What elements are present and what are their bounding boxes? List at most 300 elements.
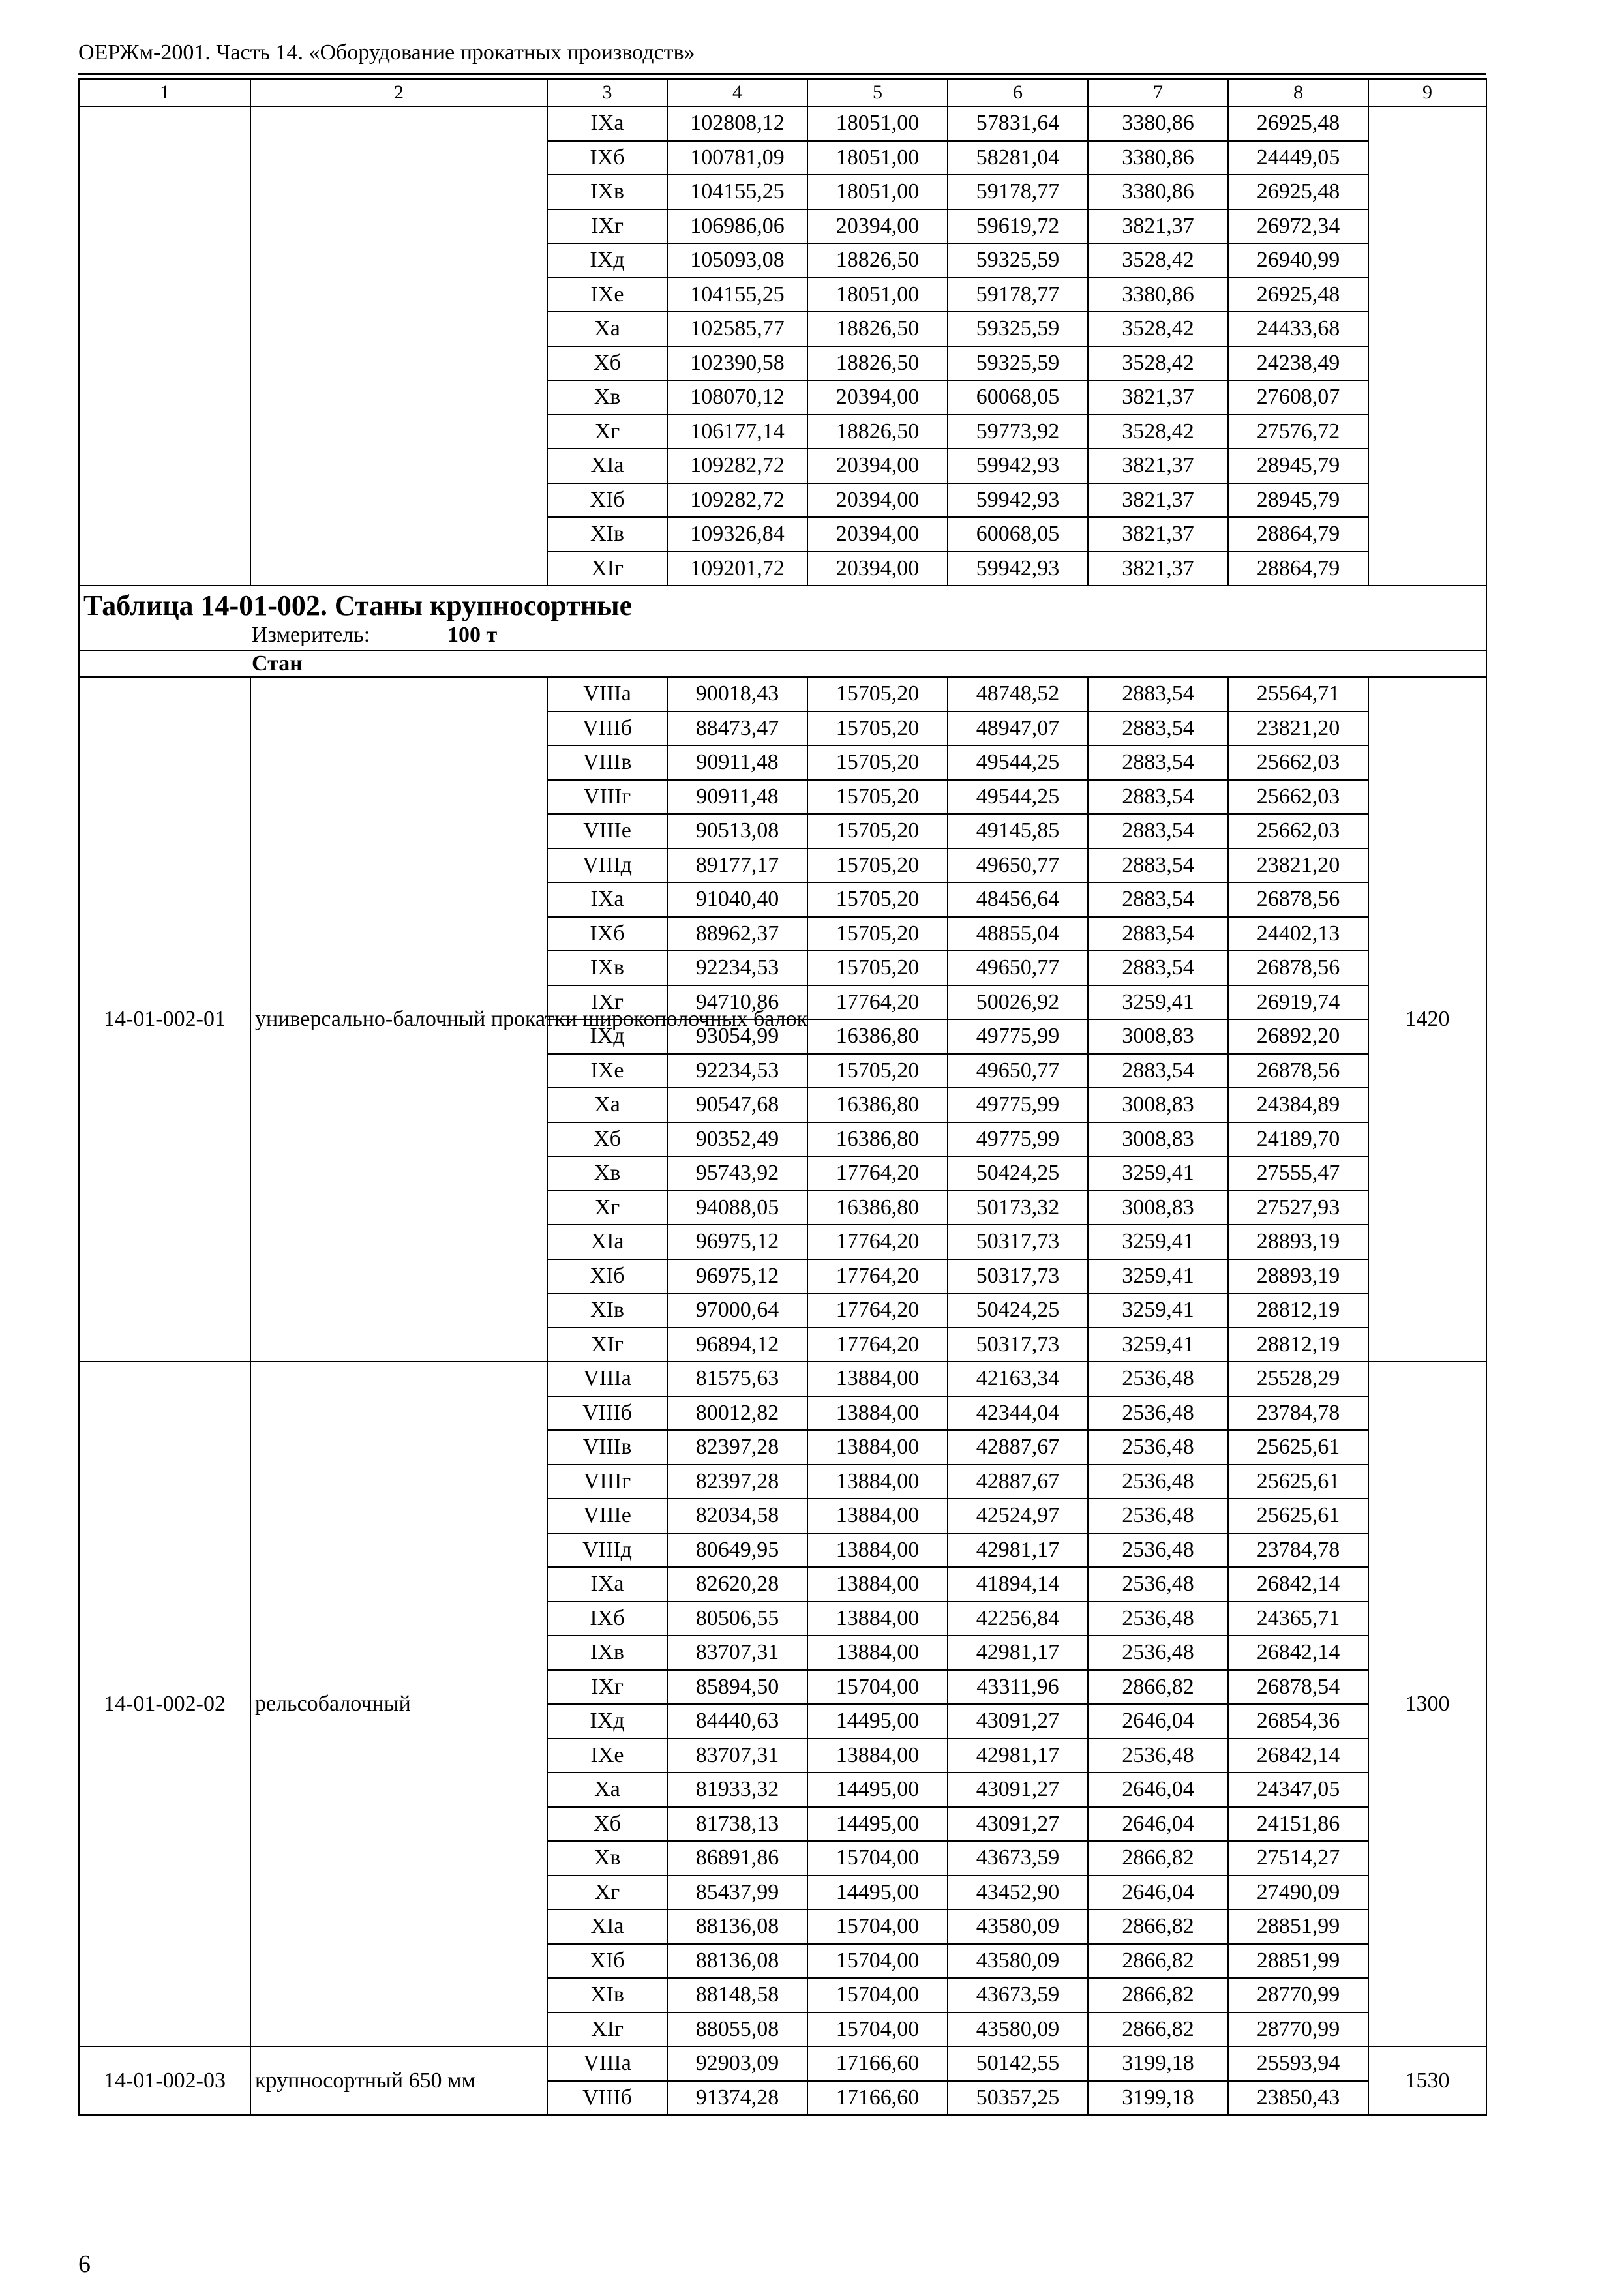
data-cell: 88055,08: [667, 2012, 807, 2047]
data-cell: 20394,00: [807, 449, 948, 483]
data-cell: IXг: [547, 985, 667, 1020]
data-cell: 3380,86: [1088, 141, 1228, 175]
data-cell: 3528,42: [1088, 415, 1228, 449]
data-cell: 13884,00: [807, 1602, 948, 1636]
data-cell: 2646,04: [1088, 1807, 1228, 1842]
data-cell: VIIIг: [547, 1465, 667, 1499]
data-cell: 43580,09: [948, 1944, 1088, 1979]
data-cell: 90547,68: [667, 1088, 807, 1122]
data-cell: 2883,54: [1088, 951, 1228, 985]
data-cell: 42344,04: [948, 1396, 1088, 1431]
measure-row: [252, 624, 1482, 646]
data-cell: 2883,54: [1088, 917, 1228, 951]
column-header: 1: [79, 79, 250, 106]
data-cell: 59619,72: [948, 209, 1088, 244]
data-cell: 15705,20: [807, 882, 948, 917]
data-cell: 3821,37: [1088, 209, 1228, 244]
data-cell: 105093,08: [667, 243, 807, 278]
data-cell: IXд: [547, 243, 667, 278]
code-cell: 14-01-002-02: [79, 1362, 250, 2046]
data-cell: 92234,53: [667, 951, 807, 985]
data-cell: 58281,04: [948, 141, 1088, 175]
data-cell: 20394,00: [807, 380, 948, 415]
data-cell: 82397,28: [667, 1430, 807, 1465]
data-cell: IXе: [547, 1739, 667, 1773]
code-cell: 14-01-002-01: [79, 677, 250, 1362]
data-cell: 28770,99: [1228, 1978, 1368, 2012]
data-cell: 2646,04: [1088, 1704, 1228, 1739]
data-cell: 96894,12: [667, 1328, 807, 1362]
data-cell: 3259,41: [1088, 1225, 1228, 1259]
data-cell: 3259,41: [1088, 1259, 1228, 1294]
data-cell: XIб: [547, 1944, 667, 1979]
data-cell: IXа: [547, 882, 667, 917]
data-cell: XIг: [547, 2012, 667, 2047]
data-cell: 25593,94: [1228, 2046, 1368, 2081]
data-cell: 59325,59: [948, 243, 1088, 278]
data-cell: 2536,48: [1088, 1362, 1228, 1396]
data-cell: 14495,00: [807, 1876, 948, 1910]
data-cell: 24365,71: [1228, 1602, 1368, 1636]
data-cell: 3008,83: [1088, 1122, 1228, 1157]
data-cell: 3380,86: [1088, 278, 1228, 312]
data-cell: 23821,20: [1228, 848, 1368, 883]
data-cell: 28893,19: [1228, 1259, 1368, 1294]
data-cell: 28864,79: [1228, 517, 1368, 552]
data-cell: XIг: [547, 552, 667, 586]
data-cell: IXе: [547, 278, 667, 312]
data-cell: 3380,86: [1088, 175, 1228, 209]
table-row: [79, 677, 1486, 711]
data-cell: 88136,08: [667, 1944, 807, 1979]
data-cell: 60068,05: [948, 380, 1088, 415]
data-cell: VIIIг: [547, 780, 667, 815]
data-cell: 88962,37: [667, 917, 807, 951]
data-cell: 26878,56: [1228, 882, 1368, 917]
data-cell: 60068,05: [948, 517, 1088, 552]
data-cell: 26842,14: [1228, 1636, 1368, 1670]
table-title-cell: [79, 586, 1486, 651]
data-cell: 13884,00: [807, 1567, 948, 1602]
data-cell: 2866,82: [1088, 1670, 1228, 1705]
col9-cell: 1420: [1368, 677, 1486, 1362]
data-cell: 50357,25: [948, 2081, 1088, 2116]
data-cell: 15705,20: [807, 848, 948, 883]
data-cell: 59773,92: [948, 415, 1088, 449]
data-cell: 3199,18: [1088, 2046, 1228, 2081]
data-cell: 25625,61: [1228, 1499, 1368, 1533]
data-cell: 57831,64: [948, 106, 1088, 141]
data-cell: 13884,00: [807, 1739, 948, 1773]
data-cell: 28851,99: [1228, 1909, 1368, 1944]
col9-cell: 1530: [1368, 2046, 1486, 2115]
name-cell: крупносортный 650 мм: [250, 2046, 547, 2115]
data-cell: 18826,50: [807, 346, 948, 381]
data-cell: 59942,93: [948, 449, 1088, 483]
data-cell: IXд: [547, 1019, 667, 1054]
data-cell: 27608,07: [1228, 380, 1368, 415]
data-cell: 2866,82: [1088, 2012, 1228, 2047]
data-cell: 24433,68: [1228, 312, 1368, 346]
data-cell: 81738,13: [667, 1807, 807, 1842]
data-cell: 2866,82: [1088, 1841, 1228, 1876]
data-cell: 15705,20: [807, 1054, 948, 1088]
data-cell: 100781,09: [667, 141, 807, 175]
data-cell: 27576,72: [1228, 415, 1368, 449]
data-cell: XIа: [547, 449, 667, 483]
data-cell: 3528,42: [1088, 346, 1228, 381]
data-cell: 23784,78: [1228, 1533, 1368, 1568]
data-cell: 104155,25: [667, 278, 807, 312]
data-cell: 43673,59: [948, 1841, 1088, 1876]
data-cell: 49650,77: [948, 951, 1088, 985]
data-cell: 102585,77: [667, 312, 807, 346]
data-cell: VIIIб: [547, 711, 667, 746]
data-cell: 96975,12: [667, 1225, 807, 1259]
data-cell: 90513,08: [667, 814, 807, 848]
data-cell: 27527,93: [1228, 1191, 1368, 1225]
data-cell: 109326,84: [667, 517, 807, 552]
data-cell: XIв: [547, 1293, 667, 1328]
data-cell: 26842,14: [1228, 1567, 1368, 1602]
data-cell: XIб: [547, 1259, 667, 1294]
data-cell: 2883,54: [1088, 780, 1228, 815]
data-cell: 2866,82: [1088, 1944, 1228, 1979]
data-cell: Xг: [547, 1876, 667, 1910]
data-cell: 48947,07: [948, 711, 1088, 746]
data-cell: Xб: [547, 346, 667, 381]
data-cell: 80506,55: [667, 1602, 807, 1636]
data-cell: 15704,00: [807, 1909, 948, 1944]
data-cell: 17764,20: [807, 1293, 948, 1328]
data-cell: IXв: [547, 951, 667, 985]
data-cell: 82620,28: [667, 1567, 807, 1602]
data-cell: 13884,00: [807, 1430, 948, 1465]
data-cell: 2646,04: [1088, 1876, 1228, 1910]
page-number: 6: [78, 2251, 91, 2278]
data-cell: 83707,31: [667, 1636, 807, 1670]
table-title-row: [79, 586, 1486, 651]
data-cell: 25528,29: [1228, 1362, 1368, 1396]
data-cell: 82034,58: [667, 1499, 807, 1533]
data-cell: 25662,03: [1228, 814, 1368, 848]
data-cell: 109201,72: [667, 552, 807, 586]
data-cell: 3259,41: [1088, 1156, 1228, 1191]
data-cell: 28812,19: [1228, 1293, 1368, 1328]
data-cell: 26854,36: [1228, 1704, 1368, 1739]
data-cell: 18051,00: [807, 141, 948, 175]
data-cell: 90911,48: [667, 780, 807, 815]
data-cell: 3259,41: [1088, 985, 1228, 1020]
data-cell: 93054,99: [667, 1019, 807, 1054]
data-cell: 97000,64: [667, 1293, 807, 1328]
data-cell: 17764,20: [807, 1156, 948, 1191]
data-cell: 94088,05: [667, 1191, 807, 1225]
data-cell: 83707,31: [667, 1739, 807, 1773]
column-header: 6: [948, 79, 1088, 106]
data-cell: 89177,17: [667, 848, 807, 883]
table-title: Таблица 14-01-002. Станы крупносортные: [83, 590, 633, 621]
data-cell: 49544,25: [948, 780, 1088, 815]
data-cell: 50317,73: [948, 1328, 1088, 1362]
data-cell: 3821,37: [1088, 483, 1228, 518]
data-cell: 24449,05: [1228, 141, 1368, 175]
data-cell: 15705,20: [807, 677, 948, 711]
data-cell: 2536,48: [1088, 1602, 1228, 1636]
data-cell: 3259,41: [1088, 1293, 1228, 1328]
data-cell: Xб: [547, 1807, 667, 1842]
data-cell: 3528,42: [1088, 312, 1228, 346]
data-cell: 28812,19: [1228, 1328, 1368, 1362]
data-cell: 13884,00: [807, 1499, 948, 1533]
column-header: 2: [250, 79, 547, 106]
data-cell: 24238,49: [1228, 346, 1368, 381]
data-cell: Xа: [547, 1773, 667, 1807]
data-cell: 91040,40: [667, 882, 807, 917]
data-cell: 28851,99: [1228, 1944, 1368, 1979]
data-cell: Xв: [547, 1841, 667, 1876]
data-cell: 42981,17: [948, 1739, 1088, 1773]
data-cell: 96975,12: [667, 1259, 807, 1294]
data-cell: IXб: [547, 1602, 667, 1636]
data-cell: 17166,60: [807, 2046, 948, 2081]
stan-label: Стан: [252, 651, 303, 676]
data-cell: 3008,83: [1088, 1019, 1228, 1054]
data-cell: 13884,00: [807, 1533, 948, 1568]
data-cell: Xб: [547, 1122, 667, 1157]
data-cell: 81575,63: [667, 1362, 807, 1396]
data-cell: 3008,83: [1088, 1191, 1228, 1225]
data-cell: 91374,28: [667, 2081, 807, 2116]
data-cell: 17764,20: [807, 1328, 948, 1362]
data-cell: 59178,77: [948, 175, 1088, 209]
stan-cell: [79, 651, 1486, 677]
data-cell: 26842,14: [1228, 1739, 1368, 1773]
data-cell: 50317,73: [948, 1259, 1088, 1294]
data-cell: 18051,00: [807, 106, 948, 141]
data-cell: 18051,00: [807, 175, 948, 209]
data-cell: XIв: [547, 1978, 667, 2012]
data-cell: 2883,54: [1088, 882, 1228, 917]
data-cell: IXд: [547, 1704, 667, 1739]
code-cell: 14-01-002-03: [79, 2046, 250, 2115]
column-header-row: [79, 79, 1486, 106]
rates-table: [78, 78, 1487, 2116]
data-cell: 43091,27: [948, 1704, 1088, 1739]
data-cell: 16386,80: [807, 1088, 948, 1122]
data-cell: 17764,20: [807, 985, 948, 1020]
data-cell: 15704,00: [807, 1670, 948, 1705]
data-cell: 42981,17: [948, 1533, 1088, 1568]
col9-cell: [1368, 106, 1486, 586]
data-cell: 3528,42: [1088, 243, 1228, 278]
data-cell: IXв: [547, 1636, 667, 1670]
data-cell: IXв: [547, 175, 667, 209]
data-cell: 26892,20: [1228, 1019, 1368, 1054]
data-cell: 15705,20: [807, 711, 948, 746]
data-cell: 42256,84: [948, 1602, 1088, 1636]
column-header: 5: [807, 79, 948, 106]
data-cell: 50317,73: [948, 1225, 1088, 1259]
data-cell: 17166,60: [807, 2081, 948, 2116]
data-cell: 13884,00: [807, 1362, 948, 1396]
data-cell: 2646,04: [1088, 1773, 1228, 1807]
data-cell: 26925,48: [1228, 278, 1368, 312]
data-cell: 2883,54: [1088, 745, 1228, 780]
data-cell: 85437,99: [667, 1876, 807, 1910]
data-cell: 90911,48: [667, 745, 807, 780]
data-cell: 26940,99: [1228, 243, 1368, 278]
code-cell: [79, 106, 250, 586]
data-cell: 92234,53: [667, 1054, 807, 1088]
data-cell: 23850,43: [1228, 2081, 1368, 2116]
data-cell: 3821,37: [1088, 380, 1228, 415]
data-cell: 2883,54: [1088, 677, 1228, 711]
data-cell: 16386,80: [807, 1191, 948, 1225]
data-cell: 49544,25: [948, 745, 1088, 780]
column-header: 8: [1228, 79, 1368, 106]
data-cell: IXа: [547, 106, 667, 141]
data-cell: VIIIв: [547, 745, 667, 780]
data-cell: VIIIа: [547, 2046, 667, 2081]
data-cell: 16386,80: [807, 1019, 948, 1054]
data-cell: 43673,59: [948, 1978, 1088, 2012]
data-cell: 43580,09: [948, 1909, 1088, 1944]
data-cell: 104155,25: [667, 175, 807, 209]
column-header: 3: [547, 79, 667, 106]
data-cell: 2883,54: [1088, 1054, 1228, 1088]
data-cell: 25564,71: [1228, 677, 1368, 711]
data-cell: 15705,20: [807, 814, 948, 848]
data-cell: 49650,77: [948, 1054, 1088, 1088]
data-cell: 26878,56: [1228, 951, 1368, 985]
data-cell: 3821,37: [1088, 552, 1228, 586]
data-cell: 26925,48: [1228, 106, 1368, 141]
data-cell: 95743,92: [667, 1156, 807, 1191]
data-cell: 25662,03: [1228, 745, 1368, 780]
data-cell: 15704,00: [807, 1944, 948, 1979]
column-header: 4: [667, 79, 807, 106]
data-cell: 13884,00: [807, 1465, 948, 1499]
data-cell: 18051,00: [807, 278, 948, 312]
data-cell: VIIIв: [547, 1430, 667, 1465]
data-cell: 42981,17: [948, 1636, 1088, 1670]
data-cell: VIIIе: [547, 1499, 667, 1533]
data-cell: VIIIа: [547, 677, 667, 711]
data-cell: 59325,59: [948, 312, 1088, 346]
data-cell: 26878,54: [1228, 1670, 1368, 1705]
data-cell: 15704,00: [807, 1841, 948, 1876]
data-cell: XIб: [547, 483, 667, 518]
data-cell: 26925,48: [1228, 175, 1368, 209]
data-cell: XIг: [547, 1328, 667, 1362]
data-cell: Xа: [547, 1088, 667, 1122]
data-cell: 88148,58: [667, 1978, 807, 2012]
data-cell: IXб: [547, 917, 667, 951]
data-cell: 2536,48: [1088, 1499, 1228, 1533]
data-cell: 2536,48: [1088, 1430, 1228, 1465]
data-cell: 13884,00: [807, 1636, 948, 1670]
data-cell: 23784,78: [1228, 1396, 1368, 1431]
data-cell: 59942,93: [948, 483, 1088, 518]
data-cell: 90018,43: [667, 677, 807, 711]
data-cell: 20394,00: [807, 483, 948, 518]
data-cell: 49650,77: [948, 848, 1088, 883]
data-cell: VIIIд: [547, 848, 667, 883]
data-cell: 28770,99: [1228, 2012, 1368, 2047]
data-cell: 42887,67: [948, 1430, 1088, 1465]
column-header: 7: [1088, 79, 1228, 106]
data-cell: Xг: [547, 1191, 667, 1225]
data-cell: 80649,95: [667, 1533, 807, 1568]
data-cell: 59942,93: [948, 552, 1088, 586]
data-cell: 81933,32: [667, 1773, 807, 1807]
data-cell: 50173,32: [948, 1191, 1088, 1225]
data-cell: XIа: [547, 1909, 667, 1944]
data-cell: 20394,00: [807, 517, 948, 552]
data-cell: 28893,19: [1228, 1225, 1368, 1259]
data-cell: 49775,99: [948, 1122, 1088, 1157]
data-cell: IXе: [547, 1054, 667, 1088]
stan-row: [79, 651, 1486, 677]
data-cell: VIIIд: [547, 1533, 667, 1568]
data-cell: 2883,54: [1088, 814, 1228, 848]
col9-cell: 1300: [1368, 1362, 1486, 2046]
data-cell: 48855,04: [948, 917, 1088, 951]
data-cell: 2536,48: [1088, 1636, 1228, 1670]
data-cell: 3821,37: [1088, 517, 1228, 552]
data-cell: 49145,85: [948, 814, 1088, 848]
data-cell: 25625,61: [1228, 1430, 1368, 1465]
data-cell: 15705,20: [807, 780, 948, 815]
data-cell: VIIIб: [547, 2081, 667, 2116]
table-row: [79, 1362, 1486, 1396]
data-cell: 49775,99: [948, 1019, 1088, 1054]
data-cell: 17764,20: [807, 1259, 948, 1294]
data-cell: 26919,74: [1228, 985, 1368, 1020]
data-cell: 26878,56: [1228, 1054, 1368, 1088]
data-cell: 106177,14: [667, 415, 807, 449]
data-cell: 24189,70: [1228, 1122, 1368, 1157]
data-cell: VIIIб: [547, 1396, 667, 1431]
data-cell: 20394,00: [807, 552, 948, 586]
data-cell: 42887,67: [948, 1465, 1088, 1499]
data-cell: XIв: [547, 517, 667, 552]
data-cell: 3199,18: [1088, 2081, 1228, 2116]
data-cell: 15705,20: [807, 917, 948, 951]
data-cell: Xг: [547, 415, 667, 449]
data-cell: 109282,72: [667, 483, 807, 518]
data-cell: 50424,25: [948, 1156, 1088, 1191]
data-cell: 25662,03: [1228, 780, 1368, 815]
data-cell: 3259,41: [1088, 1328, 1228, 1362]
data-cell: 50142,55: [948, 2046, 1088, 2081]
data-cell: 86891,86: [667, 1841, 807, 1876]
data-cell: 43452,90: [948, 1876, 1088, 1910]
data-cell: 84440,63: [667, 1704, 807, 1739]
data-cell: Xв: [547, 1156, 667, 1191]
data-cell: 18826,50: [807, 312, 948, 346]
measure-label: Измеритель:: [252, 623, 370, 647]
data-cell: 28864,79: [1228, 552, 1368, 586]
data-cell: 2536,48: [1088, 1739, 1228, 1773]
name-cell: универсально-балочный прокатки широкополочных балок: [250, 677, 547, 1362]
data-cell: 2883,54: [1088, 848, 1228, 883]
data-cell: 102808,12: [667, 106, 807, 141]
data-cell: 13884,00: [807, 1396, 948, 1431]
data-cell: 15704,00: [807, 2012, 948, 2047]
data-cell: 16386,80: [807, 1122, 948, 1157]
